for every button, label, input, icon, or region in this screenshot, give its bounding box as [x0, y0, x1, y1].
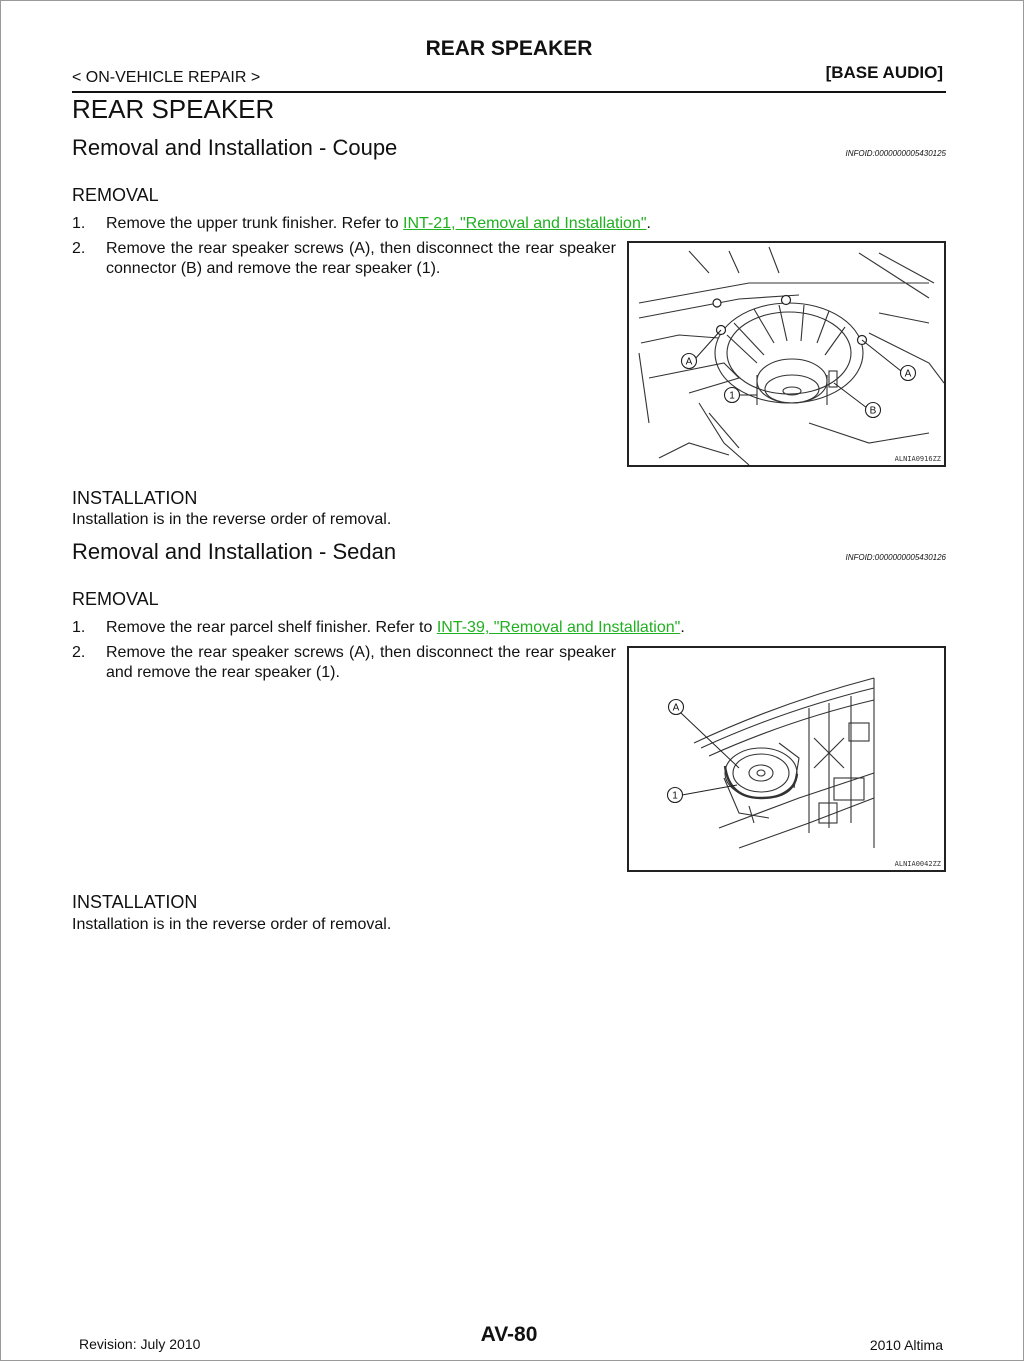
sedan-callout-1: 1	[672, 790, 678, 802]
sedan-speaker-illustration	[627, 646, 946, 872]
coupe-callout-a-left: A	[685, 356, 693, 368]
installation-text-coupe: Installation is in the reverse order of removal.	[72, 511, 392, 528]
category-label: [BASE AUDIO]	[825, 63, 943, 82]
removal-heading-coupe: REMOVAL	[72, 185, 159, 205]
sedan-callout-a: A	[672, 702, 680, 714]
coupe-speaker-illustration	[627, 241, 946, 467]
vehicle-model: 2010 Altima	[869, 1337, 943, 1353]
sedan-step-2	[72, 643, 622, 683]
step-text-end: .	[646, 215, 651, 232]
infoid-sedan: INFOID:0000000005430126	[845, 553, 946, 562]
step-text: Remove the rear speaker screws (A), then disconnect the rear speaker and remove the rear speaker (1).	[106, 644, 616, 681]
step-number: 2.	[72, 240, 86, 257]
coupe-step-2	[72, 239, 622, 279]
step-number: 2.	[72, 644, 86, 661]
removal-heading-sedan: REMOVAL	[72, 589, 159, 609]
installation-text-sedan: Installation is in the reverse order of removal.	[72, 916, 392, 933]
step-number: 1.	[72, 619, 86, 636]
sedan-speaker-drawing	[629, 648, 944, 870]
coupe-callout-a-right: A	[904, 368, 912, 380]
coupe-step-1	[72, 214, 952, 234]
sedan-step-1	[72, 618, 952, 638]
page-title: REAR SPEAKER	[72, 94, 275, 124]
int-21-reference-link[interactable]: INT-21, "Removal and Installation"	[403, 215, 647, 232]
int-39-reference-link[interactable]: INT-39, "Removal and Installation"	[436, 619, 681, 636]
installation-heading-coupe: INSTALLATION	[72, 488, 198, 508]
step-text: Remove the rear speaker screws (A), then disconnect the rear speaker connector (B) and remove the rear speaker (1).	[106, 240, 616, 277]
step-text: Remove the rear parcel shelf finisher. Refer to	[106, 619, 437, 636]
revision-date: Revision: July 2010	[79, 1336, 201, 1352]
coupe-callout-1: 1	[729, 390, 735, 402]
figure-code: ALNIA0042ZZ	[894, 860, 941, 868]
breadcrumb: < ON-VEHICLE REPAIR >	[72, 69, 261, 86]
page-number: AV-80	[480, 1323, 538, 1346]
section-heading-sedan: Removal and Installation - Sedan	[72, 539, 397, 564]
infoid-coupe: INFOID:0000000005430125	[845, 149, 946, 158]
header-rule	[72, 91, 946, 93]
running-title: REAR SPEAKER	[425, 37, 593, 60]
coupe-speaker-drawing	[629, 243, 944, 465]
installation-heading-sedan: INSTALLATION	[72, 892, 198, 912]
coupe-callout-b: B	[869, 405, 877, 417]
step-number: 1.	[72, 215, 86, 232]
figure-code: ALNIA0916ZZ	[894, 455, 941, 463]
step-text: Remove the upper trunk finisher. Refer to	[106, 215, 404, 232]
step-text-end: .	[680, 619, 685, 636]
section-heading-coupe: Removal and Installation - Coupe	[72, 135, 398, 160]
